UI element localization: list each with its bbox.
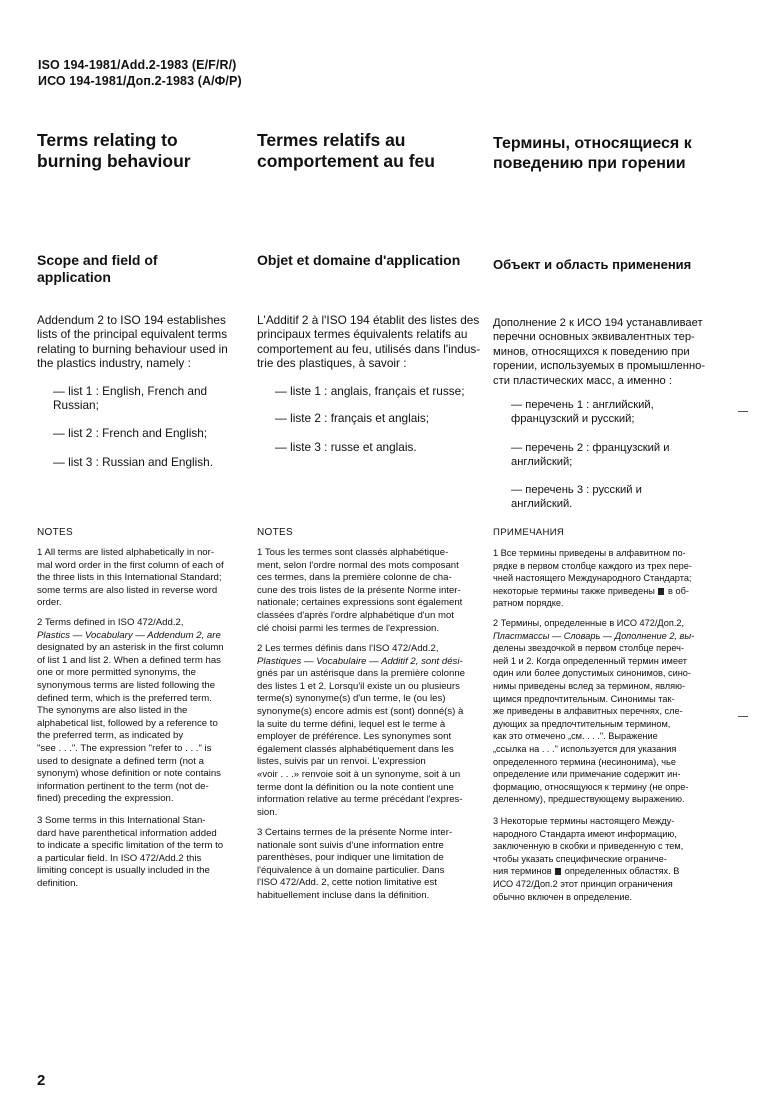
margin-mark [738, 716, 748, 717]
header-iso-reference: ISO 194-1981/Add.2-1983 (E/F/R/) [38, 58, 237, 72]
intro-paragraph-french: L'Additif 2 à l'ISO 194 établit des listes des principaux termes équivalents relatifs au comportement au feu, utilisés dans l'indus- trie des plastiques, à savoir : [257, 313, 481, 371]
document-header [38, 57, 242, 89]
filled-square-mark [555, 868, 561, 875]
title-russian: Термины, относящиеся к поведению при горении [493, 135, 692, 172]
list-item-2-english: — list 2 : French and English; [53, 426, 208, 440]
note-1-english: 1 All terms are listed alphabetically in nor- mal word order in the first column of each of the three lists in this International Standard; some terms are also listed in reverse word order. [37, 547, 224, 609]
title-french: Termes relatifs au comportement au feu [257, 130, 435, 171]
list-item-1-russian: — перечень 1 : английский, французский и русский; [511, 399, 654, 426]
list-item-2-french: — liste 2 : français et anglais; [275, 411, 430, 425]
section-heading-english: Scope and field of application [37, 252, 158, 285]
header-iso-reference-ru: ИСО 194-1981/Доп.2-1983 (А/Ф/Р) [38, 74, 242, 88]
note-3-french: 3 Certains termes de la présente Norme inter- nationale sont suivis d'une information entre parenthèses, pour indiquer une limitation de l'équivalence à un domaine particulier. Dans l'ISO 472/Add. 2, cette notion limitative est habituellement incluse dans la définition. [257, 827, 453, 901]
note-3-english: 3 Some terms in this International Stan- dard have parenthetical information added to indicate a specific limitation of the term to a particular field. In ISO 472/Add.2 this limiting concept is usually included in the definition. [37, 815, 224, 889]
notes-heading-russian: ПРИМЕЧАНИЯ [493, 527, 565, 538]
intro-paragraph-english: Addendum 2 to ISO 194 establishes lists of the principal equivalent terms relating to burning behaviour used in the plastics industry, namely : [37, 313, 228, 371]
note-1-french: 1 Tous les termes sont classés alphabétique- ment, selon l'ordre normal des mots composant ces termes, dans la première colonne de cha- cune des trois listes de la présente Norme inter- nationale; certaines expressions sont également classées d'après l'ordre alphabétique d'un mot clé choisi parmi les termes de l'expression. [257, 547, 463, 634]
intro-paragraph-russian: Дополнение 2 к ИСО 194 устанавливает перечни основных эквивалентных тер- минов, относящихся к поведению при горении, используемых в промышленно- сти пластических масс, а именно : [493, 317, 706, 387]
note-1-russian: 1 Все термины приведены в алфавитном по- рядке в первом столбце каждого из трех пере- чней настоящего Международного Стандарта; некоторые термины также приведены в об- ратном порядке. [493, 548, 692, 609]
note-2-english: 2 Terms defined in ISO 472/Add.2, Plastics — Vocabulary — Addendum 2, are designated by an asterisk in the first column of list 1 and list 2. When a defined term has one or more permitted synonyms, the synonymous terms are listed following the defined term, which is the preferred term. The synonyms are also listed in the alphabetical list, followed by a reference to the preferred term, as indicated by "see . . .". The expression "refer to . . ." is used to designate a defined term (not a synonym) whose definition or note contains information pertinent to the term (not de- fined) preceding the expression. [37, 617, 224, 805]
list-item-3-russian: — перечень 3 : русский и английский. [511, 484, 642, 511]
section-heading-french: Objet et domaine d'application [257, 252, 461, 268]
note-3-russian: 3 Некоторые термины настоящего Между- народного Стандарта имеют информацию, заключенную в скобки и приведенную с тем, чтобы указать специфические ограниче- ния терминов определенных областях. В ИСО 472/Доп.2 этот принцип ограничения обычно включен в определение. [493, 816, 684, 902]
notes-heading-english: NOTES [37, 527, 73, 538]
page-number: 2 [37, 1072, 46, 1089]
list-item-1-english: — list 1 : English, French and Russian; [53, 384, 208, 413]
section-heading-russian: Объект и область применения [493, 257, 692, 272]
title-english: Terms relating to burning behaviour [37, 130, 191, 171]
list-item-3-english: — list 3 : Russian and English. [53, 455, 213, 469]
list-item-3-french: — liste 3 : russe et anglais. [275, 440, 417, 454]
notes-heading-french: NOTES [257, 527, 293, 538]
margin-mark [738, 411, 748, 412]
list-item-1-french: — liste 1 : anglais, français et russe; [275, 384, 465, 398]
list-item-2-russian: — перечень 2 : французский и английский; [511, 442, 670, 469]
filled-square-mark [658, 588, 664, 595]
note-2-french: 2 Les termes définis dans l'ISO 472/Add.2, Plastiques — Vocabulaire — Additif 2, sont dési- gnés par un astérisque dans la première colonne des listes 1 et 2. Lorsqu'il existe un ou plusieurs terme(s) synonyme(s) d'un terme, le (ou les) synonyme(s) encore admis est (sont) donné(s) à la suite du terme défini, lequel est le terme à employer de préférence. Les synonymes sont également classés alphabétiquement dans les listes, suivis par un renvoi. L'expression «voir . . .» renvoie soit à un synonyme, soit à un terme dont la définition ou la note contient une information relative au terme précédant l'expres- sion. [257, 643, 465, 818]
note-2-russian: 2 Термины, определенные в ИСО 472/Доп.2, Пластмассы — Словарь — Дополнение 2, вы- делены звездочкой в первом столбце переч- ней 1 и 2. Когда определенный термин имеет один или более допустимых синонимов, сино- нимы приведены вслед за термином, являю- щимся предпочтительным. Синонимы так- же приведены в алфавитных перечнях, сле- дующих за предпочтительным термином, как это отмечено „см. . . .". Выражение „ссылка на . . ." используется для указания определенного термина (несинонима), чье определение или примечание содержит ин- формацию, относящуюся к термину (не опре- деленному), предшествующему выражению. [493, 618, 695, 805]
